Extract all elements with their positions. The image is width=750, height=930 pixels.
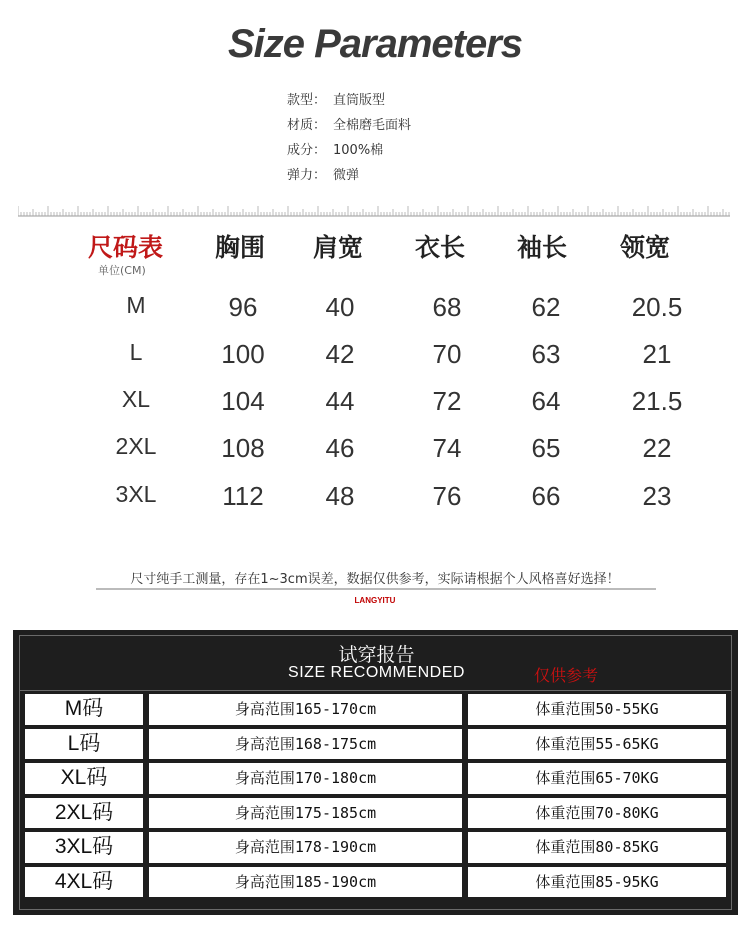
brand-label: LANGYITU (354, 596, 396, 605)
recommend-height-cell: 身高范围170-180cm (149, 763, 462, 794)
measurement-cell: 63 (531, 339, 561, 369)
header-collar: 领宽 (620, 233, 671, 262)
spec-row (287, 163, 411, 188)
spec-key: 材质： (287, 118, 327, 133)
measurement-cell: 40 (325, 292, 355, 322)
recommend-weight-cell: 体重范围70-80KG (468, 798, 726, 829)
measurement-cell: 66 (531, 481, 561, 511)
measurement-cell: 112 (222, 481, 264, 511)
spec-key: 成分： (287, 143, 327, 158)
spec-value: 全棉磨毛面料 (333, 118, 412, 133)
recommend-title: 试穿报告 (338, 644, 415, 666)
size-cell: XL (121, 386, 151, 412)
recommend-height-cell: 身高范围178-190cm (149, 832, 462, 863)
measurement-cell: 68 (432, 292, 462, 322)
spec-row (287, 138, 411, 163)
recommend-frame (19, 635, 732, 910)
measurement-cell: 108 (221, 433, 265, 463)
spec-row (287, 113, 411, 138)
measurement-cell: 62 (531, 292, 561, 322)
recommend-subtitle: SIZE RECOMMENDED (288, 664, 465, 681)
measurement-cell: 65 (531, 433, 561, 463)
size-cell: 3XL (115, 481, 157, 507)
size-table-title: 尺码表 (88, 233, 164, 262)
recommend-weight-cell: 体重范围80-85KG (468, 832, 726, 863)
measurement-cell: 72 (432, 386, 462, 416)
measurement-cell: 44 (325, 386, 355, 416)
recommend-size-cell: M码 (25, 694, 143, 725)
spec-value: 微弹 (333, 168, 360, 183)
measurement-cell: 100 (221, 339, 265, 369)
recommend-weight-cell: 体重范围85-95KG (468, 867, 726, 898)
measurement-note: 尺寸纯手工测量，存在1~3cm误差，数据仅供参考，实际请根据个人风格喜好选择！ (130, 572, 620, 587)
measurement-cell: 96 (228, 292, 258, 322)
note-underline (96, 588, 656, 590)
recommend-height-cell: 身高范围168-175cm (149, 729, 462, 760)
measurement-cell: 42 (325, 339, 355, 369)
recommend-height-cell: 身高范围165-170cm (149, 694, 462, 725)
measurement-cell: 23 (642, 481, 672, 511)
page-title: Size Parameters (227, 22, 523, 66)
recommend-size-cell: 3XL码 (25, 832, 143, 863)
measurement-cell: 48 (325, 481, 355, 511)
recommend-height-cell: 身高范围185-190cm (149, 867, 462, 898)
spec-row (287, 88, 411, 113)
recommend-divider (20, 690, 731, 691)
size-cell: L (129, 339, 143, 365)
recommend-weight-cell: 体重范围65-70KG (468, 763, 726, 794)
measurement-cell: 20.5 (631, 292, 683, 322)
ruler-divider (18, 203, 730, 217)
header-shoulder: 肩宽 (313, 233, 364, 262)
recommend-size-cell: 4XL码 (25, 867, 143, 898)
recommend-weight-cell: 体重范围55-65KG (468, 729, 726, 760)
size-cell: 2XL (115, 433, 157, 459)
header-sleeve: 袖长 (517, 233, 568, 262)
spec-list (287, 88, 411, 188)
spec-key: 款型： (287, 93, 327, 108)
measurement-cell: 76 (432, 481, 462, 511)
measurement-cell: 64 (531, 386, 561, 416)
measurement-cell: 21 (642, 339, 672, 369)
spec-value: 100%棉 (333, 143, 384, 158)
size-cell: M (126, 292, 146, 318)
measurement-cell: 104 (221, 386, 265, 416)
recommend-height-cell: 身高范围175-185cm (149, 798, 462, 829)
measurement-cell: 70 (432, 339, 462, 369)
measurement-cell: 46 (325, 433, 355, 463)
recommend-size-cell: L码 (25, 729, 143, 760)
header-length: 衣长 (415, 233, 466, 262)
recommend-panel (13, 630, 738, 915)
spec-key: 弹力： (287, 168, 327, 183)
measurement-cell: 22 (642, 433, 672, 463)
spec-value: 直筒版型 (333, 93, 386, 108)
recommend-weight-cell: 体重范围50-55KG (468, 694, 726, 725)
measurement-cell: 74 (432, 433, 462, 463)
measurement-cell: 21.5 (631, 386, 683, 416)
size-table-unit: 单位(CM) (98, 264, 146, 277)
recommend-reference-note: 仅供参考 (534, 666, 599, 685)
recommend-size-cell: XL码 (25, 763, 143, 794)
recommend-size-cell: 2XL码 (25, 798, 143, 829)
header-chest: 胸围 (215, 233, 266, 262)
